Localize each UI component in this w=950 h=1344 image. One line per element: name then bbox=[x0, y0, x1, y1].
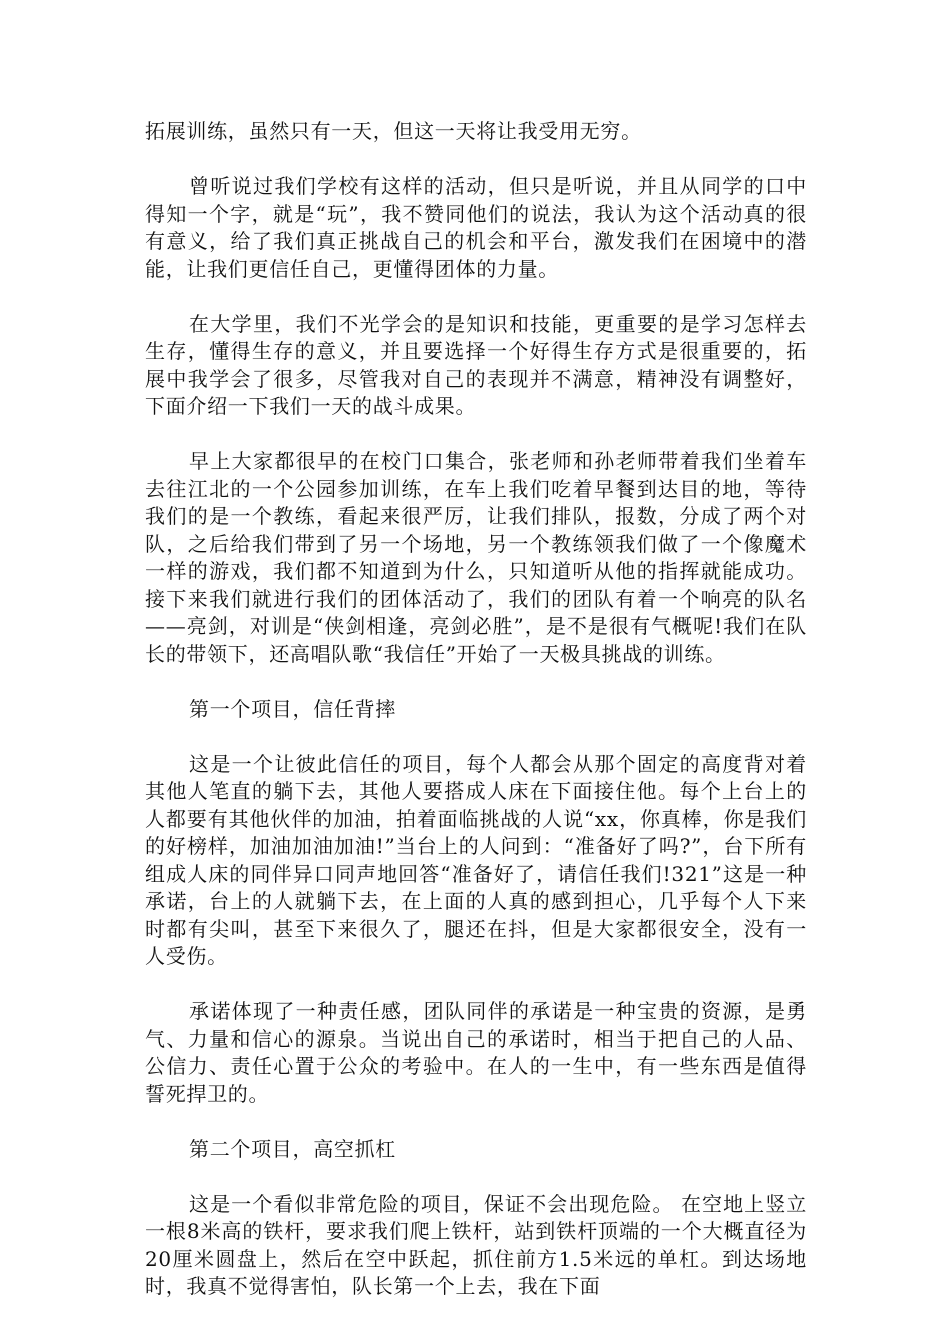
paragraph-morning-gathering: 早上大家都很早的在校门口集合，张老师和孙老师带着我们坐着车去往江北的一个公园参加训练，在车上我们吃着早餐到达目的地，等待我们的是一个教练，看起来很严厉，让我们排队，报数，分成了两个对队，之后给我们带到了另一个场地，另一个教练领我们做了一个像魔术一样的游戏，我们都不知道到为什么，只知道听从他的指挥就能成功。接下来我们就进行我们的团体活动了，我们的团队有着一个响亮的队名——亮剑，对训是“侠剑相逢，亮剑必胜”，是不是很有气概呢!我们在队长的带领下，还高唱队歌“我信任”开始了一天极具挑战的训练。 bbox=[145, 449, 807, 666]
paragraph-commitment: 承诺体现了一种责任感，团队同伴的承诺是一种宝贵的资源，是勇气、力量和信心的源泉。当说出自己的承诺时，相当于把自己的人品、公信力、责任心置于公众的考验中。在人的一生中，有一些东西是值得誓死捍卫的。 bbox=[145, 999, 807, 1106]
paragraph-university-learning: 在大学里，我们不光学会的是知识和技能，更重要的是学习怎样去生存，懂得生存的意义，并且要选择一个好得生存方式是很重要的，拓展中我学会了很多，尽管我对自己的表现并不满意，精神没有调整好，下面介绍一下我们一天的战斗成果。 bbox=[145, 311, 807, 418]
section-heading-high-bar: 第二个项目，高空抓杠 bbox=[189, 1136, 396, 1161]
paragraph-trust-fall: 这是一个让彼此信任的项目，每个人都会从那个固定的高度背对着其他人笔直的躺下去，其他人要搭成人床在下面接住他。每个上台上的人都要有其他伙伴的加油，拍着面临挑战的人说“xx，你真棒，你是我们的好榜样，加油加油加油!”当台上的人问到：“准备好了吗?”，台下所有组成人床的同伴异口同声地回答“准备好了，请信任我们!321”这是一种承诺，台上的人就躺下去，在上面的人真的感到担心，几乎每个人下来时都有尖叫，甚至下来很久了，腿还在抖，但是大家都很安全，没有一人受伤。 bbox=[145, 751, 807, 968]
paragraph-heard-about-activity: 曾听说过我们学校有这样的活动，但只是听说，并且从同学的口中得知一个字，就是“玩”，我不赞同他们的说法，我认为这个活动真的很有意义，给了我们真正挑战自己的机会和平台，激发我们在困境中的潜能，让我们更信任自己，更懂得团体的力量。 bbox=[145, 174, 807, 281]
paragraph-intro: 拓展训练，虽然只有一天，但这一天将让我受用无穷。 bbox=[145, 119, 642, 143]
paragraph-high-bar: 这是一个看似非常危险的项目，保证不会出现危险。 在空地上竖立一根8米高的铁杆，要求我们爬上铁杆，站到铁杆顶端的一个大概直径为20厘米圆盘上，然后在空中跃起，抓住前方1.5米远的单杠。到达场地时，我真不觉得害怕，队长第一个上去，我在下面 bbox=[145, 1191, 807, 1298]
document-page bbox=[145, 118, 807, 1328]
section-heading-trust-fall: 第一个项目，信任背摔 bbox=[189, 696, 396, 721]
